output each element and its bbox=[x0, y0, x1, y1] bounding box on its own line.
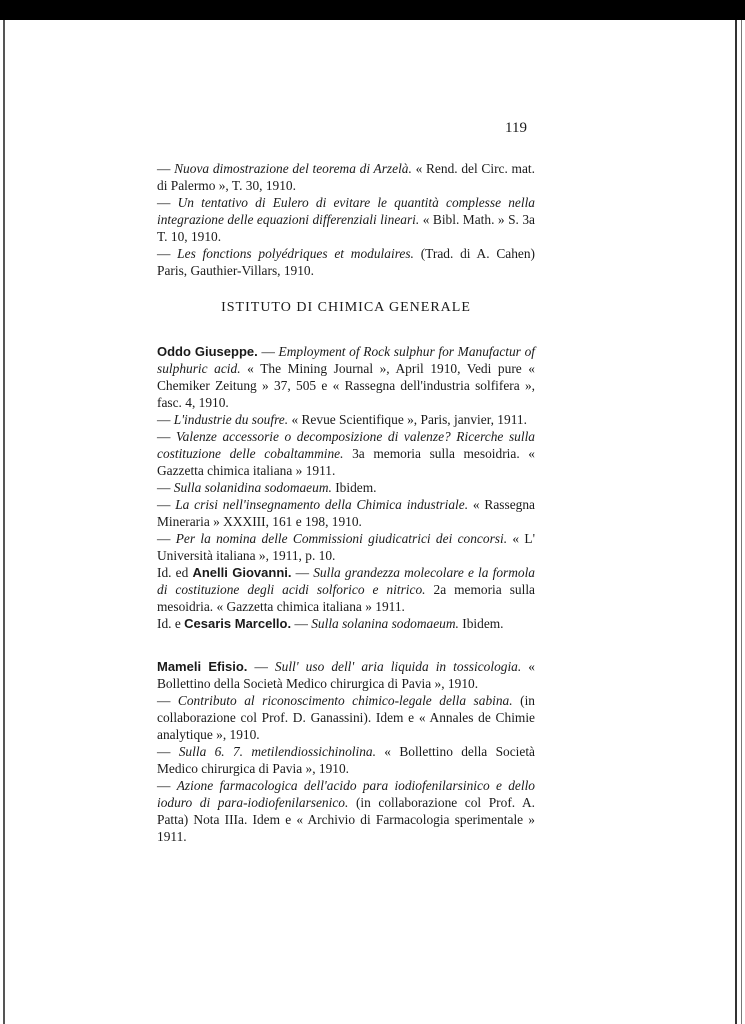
entry-dash: — bbox=[261, 344, 275, 359]
entry-citation: Ibidem. bbox=[462, 616, 504, 631]
list-item bbox=[157, 160, 535, 194]
entry-citation: « L' Università italiana », 1911, p. 10. bbox=[157, 531, 535, 563]
scan-right-edge bbox=[735, 20, 737, 1024]
entry-citation: « The Mining Journal », April 1910, Vedi pure « Chemiker Zeitung » 37, 505 e « Rassegna dell'industria solfifera », fasc. 4, 1910. bbox=[157, 361, 535, 410]
entry-citation: (in collaborazione col Prof. A. Patta) Nota IIIa. Idem e « Archivio di Farmacologia sperimentale » 1911. bbox=[157, 795, 535, 844]
entry-dash: — bbox=[157, 246, 171, 261]
entry-title: Sull' uso dell' aria liquida in tossicologia. bbox=[274, 659, 522, 674]
entry-citation: « Rend. del Circ. mat. di Palermo », T. 30, 1910. bbox=[157, 161, 535, 193]
list-item bbox=[157, 658, 535, 692]
entry-citation: « Rassegna Mineraria » XXXIII, 161 e 198, 1910. bbox=[157, 497, 535, 529]
entry-title: Un tentativo di Eulero di evitare le quantità complesse nella integrazione delle equazioni differenziali lineari. bbox=[157, 195, 535, 227]
entry-dash: — bbox=[157, 531, 171, 546]
entry-dash: — bbox=[294, 616, 308, 631]
entry-title: Sulla grandezza molecolare e la formola di costituzione degli acidi solforico e nitrico. bbox=[157, 565, 536, 597]
list-item bbox=[157, 194, 535, 245]
entry-title: Employment of Rock sulphur for Manufactur of sulphuric acid. bbox=[157, 344, 535, 376]
entry-citation: 3a memoria sulla mesoidria. « Gazzetta chimica italiana » 1911. bbox=[157, 446, 535, 478]
entry-dash: — bbox=[157, 693, 171, 708]
entry-title: Sulla 6. 7. metilendiossichinolina. bbox=[178, 744, 376, 759]
list-item bbox=[157, 530, 535, 564]
list-item bbox=[157, 777, 535, 845]
entry-citation: « Bibl. Math. » S. 3a T. 10, 1910. bbox=[157, 212, 535, 244]
entry-citation: (Trad. di A. Cahen) Paris, Gauthier-Villars, 1910. bbox=[157, 246, 535, 278]
author-name: Cesaris Marcello. bbox=[184, 616, 292, 631]
entry-citation: (in collaborazione col Prof. D. Ganassini). Idem e « Annales de Chimie analytique », 1910. bbox=[157, 693, 535, 742]
entry-prefix: Id. e bbox=[157, 616, 181, 631]
list-item bbox=[157, 615, 535, 632]
list-item bbox=[157, 428, 535, 479]
page-number: 119 bbox=[505, 120, 527, 136]
entry-dash: — bbox=[157, 429, 171, 444]
entry-title: L'industrie du soufre. bbox=[173, 412, 289, 427]
entry-dash: — bbox=[157, 161, 171, 176]
scan-left-edge bbox=[3, 20, 5, 1024]
mameli-entries bbox=[157, 658, 535, 845]
list-item bbox=[157, 743, 535, 777]
author-name: Mameli Efisio. bbox=[157, 659, 248, 674]
list-item bbox=[157, 692, 535, 743]
entry-title: Azione farmacologica dell'acido para iodiofenilarsinico e dello ioduro di para-iodiofenilarsenico. bbox=[157, 778, 535, 810]
entry-dash: — bbox=[157, 744, 171, 759]
entry-dash: — bbox=[157, 778, 171, 793]
scan-right-edge-outer bbox=[741, 20, 742, 1024]
entry-citation: Ibidem. bbox=[335, 480, 377, 495]
entry-title: Sulla solanina sodomaeum. bbox=[311, 616, 459, 631]
list-item bbox=[157, 496, 535, 530]
entry-title: Sulla solanidina sodomaeum. bbox=[173, 480, 332, 495]
author-name: Oddo Giuseppe. bbox=[157, 344, 258, 359]
entry-dash: — bbox=[157, 195, 171, 210]
scan-top-border bbox=[0, 0, 745, 20]
entry-citation: « Bollettino della Società Medico chirurgica di Pavia », 1910. bbox=[157, 659, 535, 691]
entry-title: Contributo al riconoscimento chimico-legale della sabina. bbox=[177, 693, 513, 708]
entry-dash: — bbox=[295, 565, 310, 580]
section-heading: ISTITUTO DI CHIMICA GENERALE bbox=[221, 300, 471, 315]
entry-dash: — bbox=[254, 659, 268, 674]
top-entries bbox=[157, 160, 535, 279]
list-item bbox=[157, 245, 535, 279]
entry-dash: — bbox=[157, 480, 171, 495]
author-name: Anelli Giovanni. bbox=[192, 565, 292, 580]
entry-citation: « Bollettino della Società Medico chirurgica di Pavia », 1910. bbox=[157, 744, 535, 776]
entry-title: La crisi nell'insegnamento della Chimica industriale. bbox=[175, 497, 469, 512]
list-item bbox=[157, 479, 535, 496]
entry-dash: — bbox=[157, 412, 171, 427]
entry-title: Per la nomina delle Commissioni giudicatrici dei concorsi. bbox=[175, 531, 508, 546]
entry-title: Valenze accessorie o decomposizione di valenze? Ricerche sulla costituzione delle cobaltammine. bbox=[157, 429, 535, 461]
oddo-entries bbox=[157, 343, 535, 632]
list-item bbox=[157, 411, 535, 428]
entry-title: Les fonctions polyédriques et modulaires. bbox=[177, 246, 414, 261]
entry-dash: — bbox=[157, 497, 171, 512]
entry-prefix: Id. ed bbox=[157, 565, 189, 580]
list-item bbox=[157, 564, 535, 615]
entry-title: Nuova dimostrazione del teorema di Arzelà. bbox=[174, 161, 412, 176]
entry-citation: « Revue Scientifique », Paris, janvier, 1911. bbox=[291, 412, 527, 427]
list-item bbox=[157, 343, 535, 411]
entry-citation: 2a memoria sulla mesoidria. « Gazzetta chimica italiana » 1911. bbox=[157, 582, 536, 614]
